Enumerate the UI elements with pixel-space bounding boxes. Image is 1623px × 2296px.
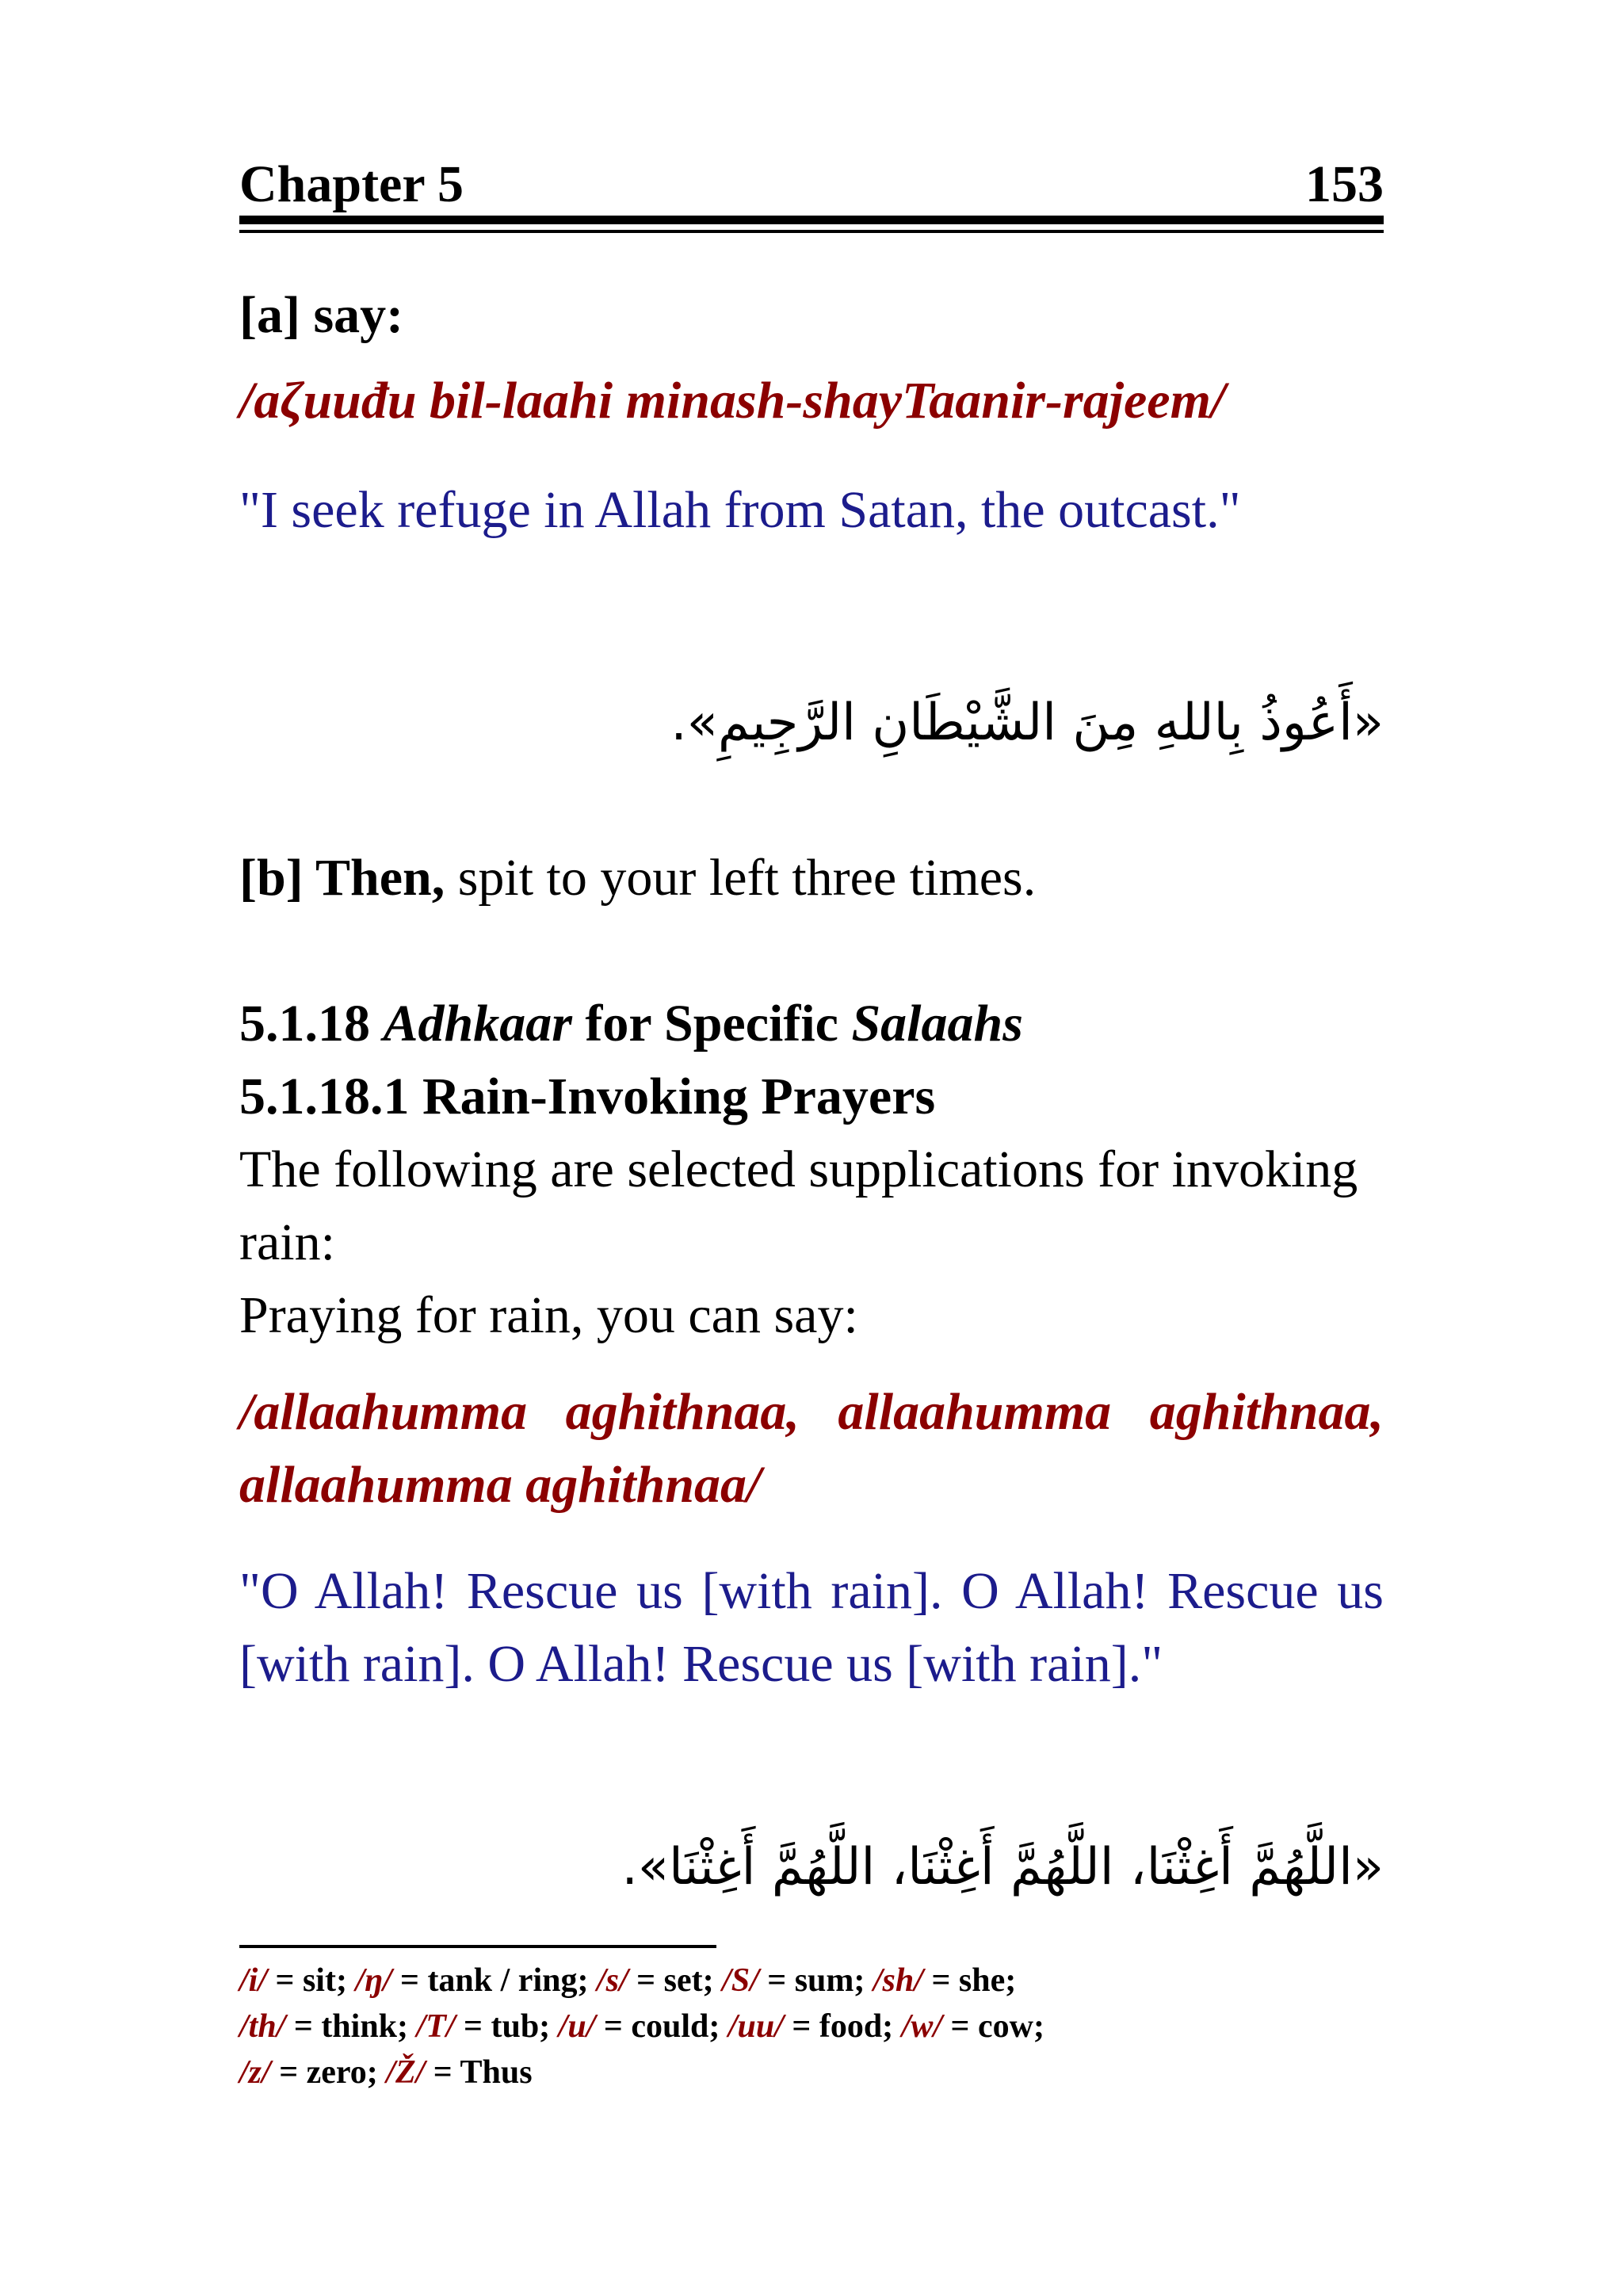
rain-arabic: «اللَّهُمَّ أَغِثْنَا، اللَّهُمَّ أَغِثْنَا، اللَّهُمَّ أَغِثْنَا». xyxy=(621,1838,1384,1897)
example-food: food; xyxy=(819,2008,902,2045)
equals: = xyxy=(783,2008,819,2045)
equals: = xyxy=(455,2008,491,2045)
key-s: /s/ xyxy=(596,1962,628,1999)
example-cow: cow; xyxy=(977,2008,1044,2045)
section-term-salaahs: Salaahs xyxy=(851,995,1023,1052)
example-sit: sit; xyxy=(302,1962,356,1999)
key-S: /S/ xyxy=(722,1962,759,1999)
key-th: /th/ xyxy=(239,2008,286,2045)
page-number: 153 xyxy=(1305,155,1384,213)
rain-translation: "O Allah! Rescue us [with rain]. O Allah! Rescue us [with rain]. O Allah! Rescue us [with rain]." xyxy=(239,1562,1384,1693)
subsection-heading: 5.1.18.1 Rain-Invoking Prayers xyxy=(239,1068,936,1125)
chapter-title: Chapter 5 xyxy=(239,155,464,213)
example-tank-ring: tank / ring; xyxy=(427,1962,597,1999)
equals: = xyxy=(628,1962,664,1999)
lead-paragraph: Praying for rain, you can say: xyxy=(239,1286,858,1344)
section-heading xyxy=(239,988,1384,1060)
intro-paragraph: The following are selected supplications for invoking rain: xyxy=(239,1140,1358,1271)
section-heading-mid: for Specific xyxy=(571,995,852,1052)
key-z: /z/ xyxy=(239,2054,271,2091)
equals: = xyxy=(595,2008,632,2045)
key-sh: /sh/ xyxy=(873,1962,923,1999)
equals: = xyxy=(758,1962,795,1999)
equals: = xyxy=(425,2054,460,2091)
example-tub: tub; xyxy=(491,2008,559,2045)
key-dh: /Ž/ xyxy=(386,2054,426,2091)
item-a-arabic: «أَعُوذُ بِاللهِ مِنَ الشَّيْطَانِ الرَّجِيمِ». xyxy=(670,693,1384,752)
example-thus: Thus xyxy=(460,2054,533,2091)
example-set: set; xyxy=(663,1962,723,1999)
footnote-line-2 xyxy=(239,2004,1384,2050)
section-term-adhkaar: Adhkaar xyxy=(383,995,572,1052)
item-b-label: [b] Then, xyxy=(239,849,445,907)
section-number: 5.1.18 xyxy=(239,995,384,1052)
rain-transliteration: /allaahumma aghithnaa, allaahumma aghithnaa, allaahumma aghithnaa/ xyxy=(239,1383,1384,1514)
equals: = xyxy=(922,1962,959,1999)
equals: = xyxy=(270,2054,307,2091)
key-uu: /uu/ xyxy=(727,2008,784,2045)
running-header xyxy=(239,147,1384,211)
example-she: she; xyxy=(958,1962,1017,1999)
item-b-text: spit to your left three times. xyxy=(445,849,1037,907)
equals: = xyxy=(391,1962,428,1999)
key-u: /u/ xyxy=(558,2008,596,2045)
equals: = xyxy=(285,2008,322,2045)
footnote-line-1 xyxy=(239,1958,1384,2004)
key-w: /w/ xyxy=(901,2008,943,2045)
example-sum: sum; xyxy=(794,1962,873,1999)
item-b xyxy=(239,842,1384,915)
header-rule-thick xyxy=(239,216,1384,224)
key-i: /i/ xyxy=(239,1962,268,1999)
equals: = xyxy=(267,1962,303,1999)
item-a-label: [a] say: xyxy=(239,286,404,344)
item-a-transliteration: /aζuuđu bil-laahi minash-shayTaanir-rajeem/ xyxy=(239,372,1226,430)
example-could: could; xyxy=(631,2008,728,2045)
item-a-translation: "I seek refuge in Allah from Satan, the outcast." xyxy=(239,481,1241,539)
example-think: think; xyxy=(321,2008,417,2045)
key-T: /T/ xyxy=(416,2008,456,2045)
header-rule-thin xyxy=(239,230,1384,233)
footnote-line-3 xyxy=(239,2050,1384,2095)
key-ng: /ŋ/ xyxy=(355,1962,392,1999)
equals: = xyxy=(942,2008,978,2045)
example-zero: zero; xyxy=(306,2054,387,2091)
footnote-rule xyxy=(239,1945,716,1948)
